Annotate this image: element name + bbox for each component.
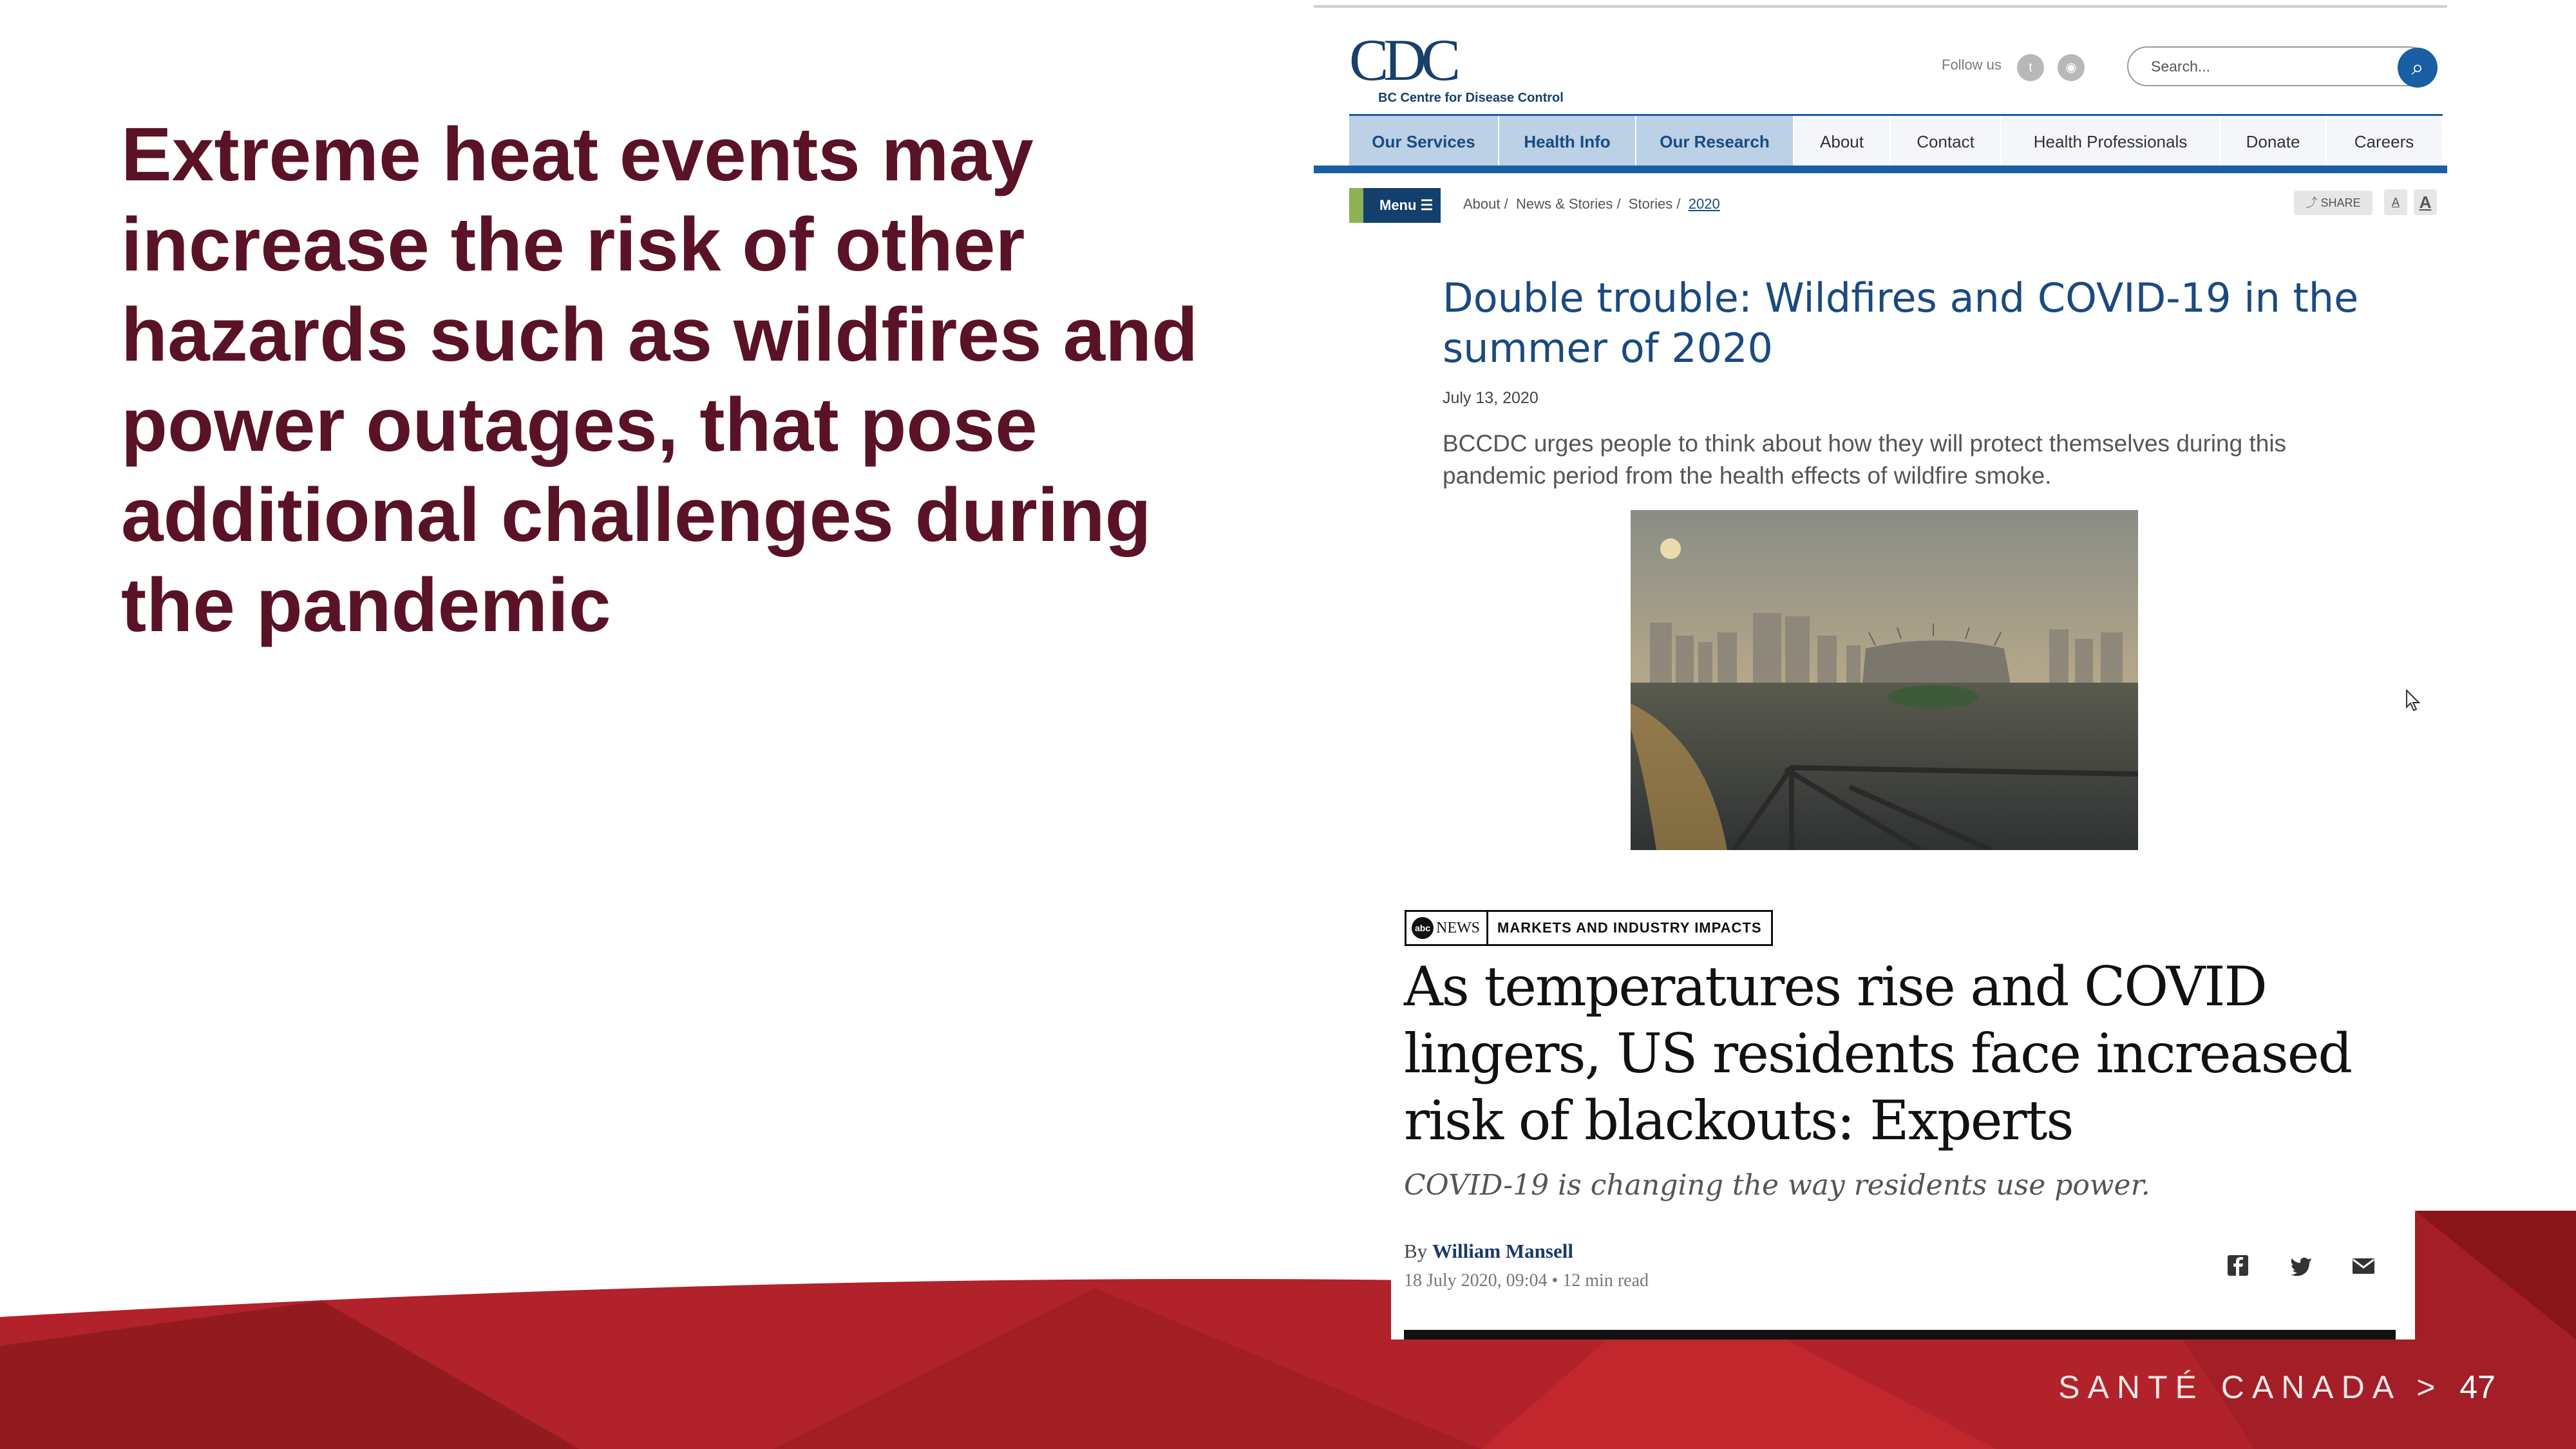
abc-author-link[interactable]: William Mansell	[1432, 1240, 1573, 1262]
breadcrumb-news-stories[interactable]: News & Stories	[1515, 196, 1613, 212]
article-date: July 13, 2020	[1443, 389, 1539, 407]
slide-title: Extreme heat events may increase the risk of other hazards such as wildfires and power outages, that pose additional challenges during the pandemic	[121, 112, 1198, 648]
bccdc-screenshot	[1314, 5, 2447, 867]
abc-section-badge[interactable]	[1405, 910, 1773, 946]
font-size-large-button[interactable]: A	[2414, 189, 2437, 215]
menu-button[interactable]	[1349, 188, 1441, 223]
breadcrumb: About / News & Stories / Stories / 2020	[1463, 196, 1720, 212]
nav-rule	[1314, 166, 2447, 173]
footer-separator: >	[2416, 1369, 2443, 1405]
page-number: 47	[2459, 1369, 2496, 1405]
abc-news-screenshot	[1391, 895, 2415, 1340]
abc-logo-word: NEWS	[1436, 919, 1480, 936]
footer-brand	[2058, 1368, 2496, 1406]
nav-contact[interactable]: Contact	[1891, 116, 2002, 167]
abc-byline	[1404, 1240, 1573, 1263]
nav-donate[interactable]: Donate	[2221, 116, 2327, 167]
nav-about[interactable]: About	[1794, 116, 1891, 167]
main-nav	[1349, 114, 2443, 167]
nav-health-info[interactable]: Health Info	[1499, 116, 1636, 167]
bccdc-logo-subtitle: BC Centre for Disease Control	[1378, 91, 1564, 105]
article-summary: BCCDC urges people to think about how they will protect themselves during this pandemic period from the health effects of wildfire smoke.	[1443, 430, 2287, 489]
search-icon[interactable]: ⌕	[2398, 48, 2438, 88]
email-icon[interactable]	[2351, 1253, 2376, 1278]
share-icon: ⤴	[2306, 196, 2318, 209]
follow-us-label: Follow us	[1942, 57, 2002, 73]
facebook-icon[interactable]	[2225, 1253, 2251, 1278]
twitter-icon[interactable]: t	[2017, 54, 2044, 81]
nav-careers[interactable]: Careers	[2327, 116, 2443, 167]
article-title: Double trouble: Wildfires and COVID-19 in the summer of 2020	[1443, 274, 2359, 372]
search-input[interactable]: Search...	[2127, 46, 2430, 86]
breadcrumb-about[interactable]: About	[1463, 196, 1501, 212]
footer-brand-name: SANTÉ CANADA	[2058, 1369, 2400, 1405]
share-button[interactable]	[2294, 191, 2372, 215]
breadcrumb-2020[interactable]: 2020	[1688, 196, 1720, 212]
rss-icon[interactable]: ◉	[2058, 54, 2085, 81]
abc-section-label: MARKETS AND INDUSTRY IMPACTS	[1497, 920, 1762, 936]
font-size-small-button[interactable]: A	[2384, 189, 2407, 215]
mouse-cursor-icon	[2405, 689, 2421, 712]
bccdc-logo[interactable]	[1349, 27, 1564, 106]
abc-article-meta: 18 July 2020, 09:04 • 12 min read	[1404, 1271, 1649, 1291]
abc-by-label: By	[1404, 1240, 1428, 1262]
abc-subheadline: COVID-19 is changing the way residents use power.	[1404, 1169, 2150, 1202]
nav-health-professionals[interactable]: Health Professionals	[2002, 116, 2221, 167]
hamburger-icon: ☰	[1420, 197, 1434, 213]
bccdc-logo-mark: CDC	[1349, 27, 1456, 93]
twitter-icon[interactable]	[2288, 1253, 2314, 1278]
abc-headline: As temperatures rise and COVID lingers, US residents face increased risk of blackouts: Experts	[1404, 955, 2352, 1152]
wildfire-smoke-photo	[1631, 510, 2138, 850]
abc-logo-dot: abc	[1412, 917, 1434, 939]
nav-our-services[interactable]: Our Services	[1349, 116, 1499, 167]
breadcrumb-stories[interactable]: Stories	[1628, 196, 1673, 212]
nav-our-research[interactable]: Our Research	[1636, 116, 1794, 167]
share-label: SHARE	[2320, 196, 2361, 209]
menu-label: Menu	[1379, 197, 1417, 213]
abc-news-logo	[1406, 912, 1488, 944]
abc-divider-bar	[1404, 1330, 2396, 1340]
